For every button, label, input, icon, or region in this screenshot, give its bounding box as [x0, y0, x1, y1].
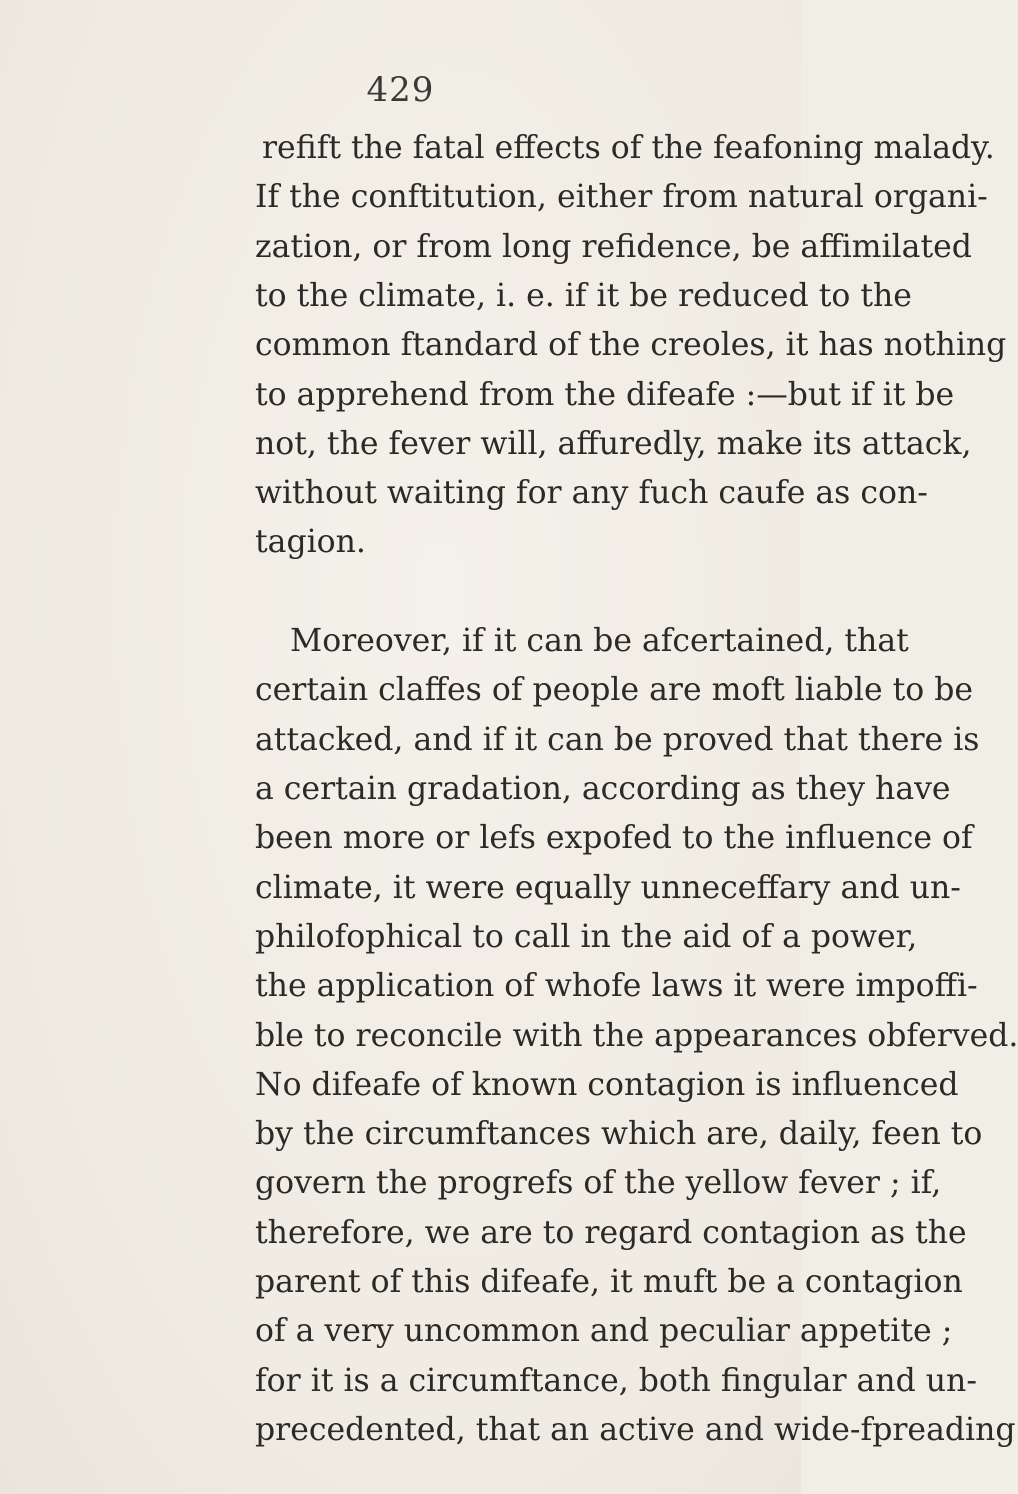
- text-line: parent of this difeafe, it muft be a contagion: [255, 1264, 963, 1300]
- text-line: precedented, that an active and wide-fpreading: [255, 1412, 1016, 1448]
- page-number: 429: [366, 70, 435, 110]
- text-line: for it is a circumftance, both fingular and un-: [255, 1363, 977, 1399]
- text-line: attacked, and if it can be proved that there is: [255, 722, 980, 758]
- text-line: ble to reconcile with the appearances obferved.: [255, 1018, 1018, 1054]
- text-line: tagion.: [255, 524, 366, 560]
- text-line: not, the fever will, affuredly, make its attack,: [255, 426, 972, 462]
- text-line: certain claffes of people are moft liable to be: [255, 672, 974, 708]
- text-line: therefore, we are to regard contagion as the: [255, 1215, 967, 1251]
- text-line: refift the fatal effects of the feafoning malady.: [262, 130, 995, 166]
- text-line: without waiting for any fuch caufe as con-: [255, 475, 928, 511]
- text-line: zation, or from long refidence, be affimilated: [255, 229, 972, 265]
- text-line: If the conftitution, either from natural organi-: [255, 179, 988, 215]
- text-line: the application of whofe laws it were impoffi-: [255, 968, 978, 1004]
- text-line: climate, it were equally unneceffary and un-: [255, 870, 961, 906]
- text-line: common ftandard of the creoles, it has nothing: [255, 327, 1007, 363]
- text-line: by the circumftances which are, daily, feen to: [255, 1116, 983, 1152]
- text-line: of a very uncommon and peculiar appetite ;: [255, 1313, 953, 1349]
- text-line: a certain gradation, according as they have: [255, 771, 951, 807]
- text-line: philofophical to call in the aid of a power,: [255, 919, 918, 955]
- text-line: Moreover, if it can be afcertained, that: [290, 623, 909, 659]
- text-line: to the climate, i. e. if it be reduced to the: [255, 278, 912, 314]
- text-line: No difeafe of known contagion is influenced: [255, 1067, 959, 1103]
- text-line: govern the progrefs of the yellow fever ; if,: [255, 1165, 942, 1201]
- text-line: been more or lefs expofed to the influence of: [255, 820, 973, 856]
- text-line: to apprehend from the difeafe :—but if it be: [255, 377, 955, 413]
